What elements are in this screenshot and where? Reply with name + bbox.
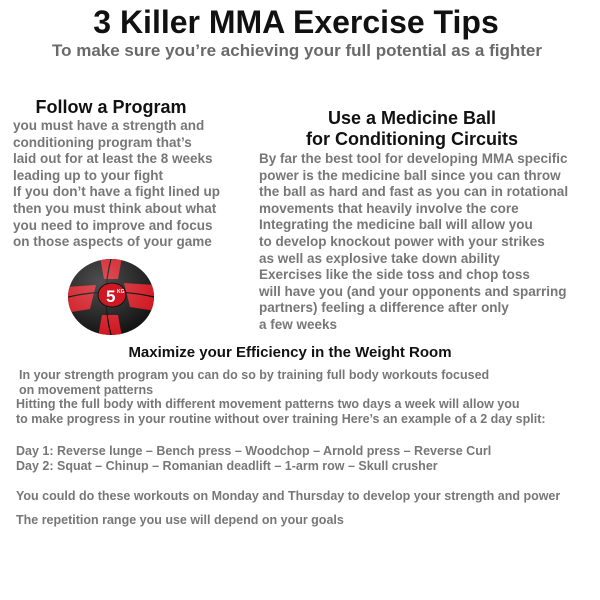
split-days: [16, 444, 491, 473]
follow-program-line: conditioning program that’s: [13, 134, 192, 150]
medicine-ball-line: Exercises like the side toss and chop toss: [259, 267, 530, 283]
ball-weight-unit: KG: [117, 289, 125, 295]
follow-program-text: [13, 118, 220, 251]
medicine-ball-line: By far the best tool for developing MMA specific: [259, 151, 568, 166]
follow-program-line: then you must think about what: [13, 200, 217, 216]
weight-room-line: on movement patterns: [19, 382, 154, 397]
medicine-ball-image: [66, 257, 156, 337]
repetition-note: The repetition range you use will depend on your goals: [16, 513, 344, 527]
medicine-ball-line: will have you (and your opponents and sparring: [259, 283, 567, 299]
page-subtitle: To make sure you’re achieving your full potential as a fighter: [52, 41, 542, 60]
ball-weight-label: 5: [106, 287, 116, 306]
weight-room-intro: [16, 368, 546, 426]
follow-program-line: on those aspects of your game: [13, 234, 212, 250]
schedule-note: You could do these workouts on Monday and Thursday to develop your strength and power: [16, 489, 561, 503]
day-1-workout: Day 1: Reverse lunge – Bench press – Woodchop – Arnold press – Reverse Curl: [16, 444, 492, 458]
medicine-ball-line: partners) feeling a difference after only: [259, 300, 509, 316]
medicine-ball-line: a few weeks: [259, 316, 338, 332]
medicine-ball-line: Integrating the medicine ball will allow you: [259, 217, 533, 233]
follow-program-line: you must have a strength and: [13, 118, 205, 133]
medicine-ball-text: [259, 151, 568, 334]
follow-program-line: you need to improve and focus: [13, 217, 213, 233]
weight-room-heading: Maximize your Efficiency in the Weight Room: [128, 344, 452, 361]
follow-program-heading: Follow a Program: [35, 97, 187, 117]
page-title: 3 Killer MMA Exercise Tips: [93, 4, 499, 40]
weight-room-line: In your strength program you can do so by training full body workouts focused: [19, 368, 490, 382]
weight-room-line: to make progress in your routine without over training Here’s an example of a 2 day split:: [16, 411, 546, 426]
follow-program-line: If you don’t have a fight lined up: [13, 184, 220, 200]
medicine-ball-heading: [268, 108, 556, 150]
medicine-ball-line: movements that heavily involve the core: [259, 200, 519, 216]
medicine-ball-line: power is the medicine ball since you can throw: [259, 167, 561, 183]
medicine-ball-line: to develop knockout power with your strikes: [259, 233, 545, 249]
weight-room-line: Hitting the full body with different movement patterns two days a week will allow you: [16, 397, 520, 411]
medicine-ball-line: the ball as hard and fast as you can in rotational: [259, 184, 569, 200]
medicine-ball-heading-line: Use a Medicine Ball: [327, 108, 497, 128]
medicine-ball-heading-line: for Conditioning Circuits: [306, 129, 518, 149]
medicine-ball-line: as well as explosive take down ability: [259, 250, 500, 266]
follow-program-line: leading up to your fight: [13, 167, 163, 183]
day-2-workout: Day 2: Squat – Chinup – Romanian deadlift – 1-arm row – Skull crusher: [16, 458, 438, 473]
follow-program-line: laid out for at least the 8 weeks: [13, 151, 213, 167]
